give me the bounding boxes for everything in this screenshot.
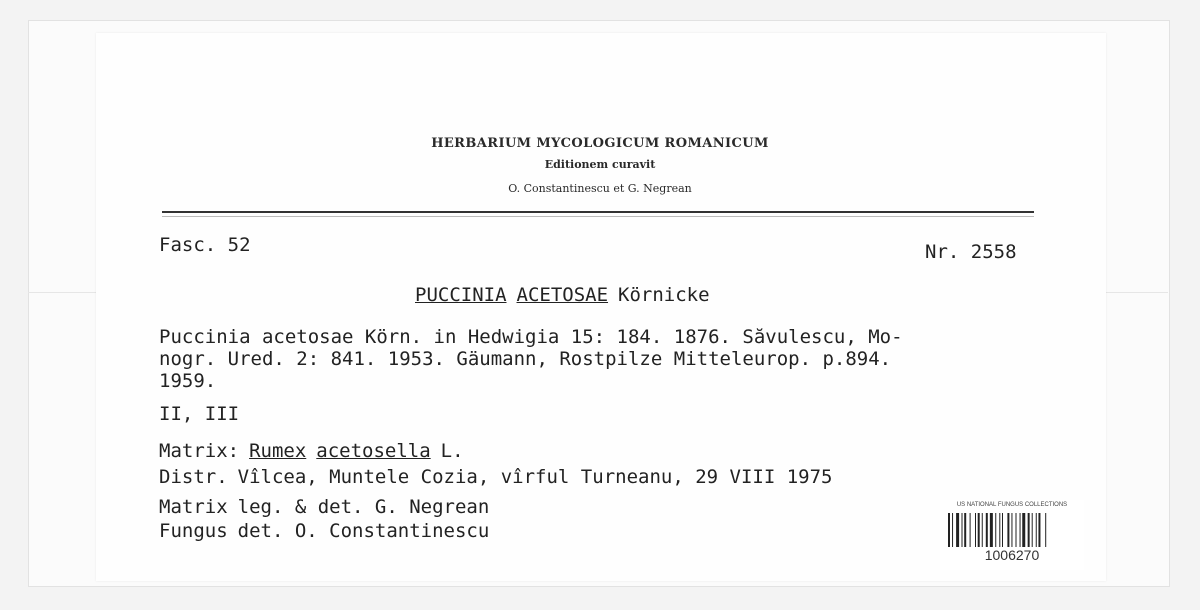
fungus-line	[159, 520, 489, 542]
citation-line-3: 1959.	[159, 370, 217, 392]
citation-line-2: nogr. Ured. 2: 841. 1953. Gäumann, Rostpilze Mitteleurop. p.894.	[159, 348, 892, 370]
fungus-label: Fungus	[159, 520, 228, 542]
distribution-value: Vîlcea, Muntele Cozia, vîrful Turneanu, 29 VIII 1975	[237, 466, 833, 488]
spore-stages: II, III	[159, 403, 240, 425]
matrix-line	[159, 440, 464, 462]
matrix-genus: Rumex	[249, 440, 307, 462]
header-rule	[162, 211, 1034, 213]
barcode-number: 1006270	[984, 547, 1040, 563]
exsiccata-number: Nr. 2558	[925, 241, 1017, 263]
matrix-author: L.	[440, 440, 464, 462]
matrix-label: Matrix:	[159, 440, 240, 462]
citation-line-1: Puccinia acetosae Körn. in Hedwigia 15: 184. 1876. Săvulescu, Mo-	[159, 326, 903, 348]
herbarium-subtitle: Editionem curavit	[544, 158, 656, 171]
collector-line	[159, 496, 489, 518]
species-name	[415, 284, 710, 306]
distribution-label: Distr.	[159, 466, 228, 488]
distribution-line	[159, 466, 832, 488]
species-genus: PUCCINIA	[415, 284, 507, 306]
fungus-value: det. O. Constantinescu	[237, 520, 490, 542]
herbarium-editors: O. Constantinescu et G. Negrean	[508, 182, 692, 195]
collector-value: leg. & det. G. Negrean	[237, 496, 490, 518]
fascicle-number: Fasc. 52	[159, 234, 251, 256]
matrix-epithet: acetosella	[316, 440, 431, 462]
herbarium-title: HERBARIUM MYCOLOGICUM ROMANICUM	[431, 136, 769, 151]
barcode-icon	[948, 513, 1076, 547]
header-rule-thin	[162, 216, 1034, 217]
species-epithet: ACETOSAE	[516, 284, 609, 306]
barcode-caption: US NATIONAL FUNGUS COLLECTIONS	[956, 502, 1068, 508]
species-author: Körnicke	[618, 284, 710, 306]
barcode-label	[940, 500, 1084, 570]
collector-label: Matrix	[159, 496, 228, 518]
